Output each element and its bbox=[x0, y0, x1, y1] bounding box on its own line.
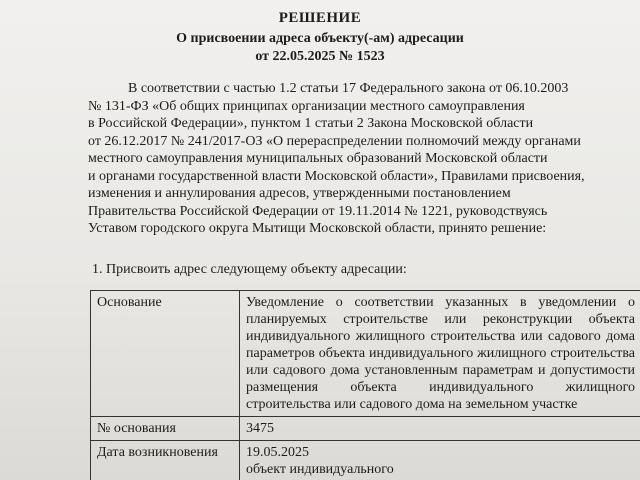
item-heading: 1. Присвоить адрес следующему объекту адресации: bbox=[92, 262, 407, 277]
paragraph-line: № 131-ФЗ «Об общих принципах организации местного самоуправления bbox=[88, 98, 525, 114]
table-row bbox=[91, 291, 640, 417]
paragraph-line: Уставом городского округа Мытищи Московской области, принято решение: bbox=[88, 221, 547, 236]
paragraph-line: от 26.12.2017 № 241/2017-ОЗ «О перераспределении полномочий между органами bbox=[88, 133, 581, 149]
address-object-table bbox=[90, 290, 640, 480]
preamble-paragraph bbox=[88, 80, 608, 238]
paragraph-line: В соответствии с частью 1.2 статьи 17 Федерального закона от 06.10.2003 bbox=[128, 81, 569, 96]
paragraph-line: изменения и аннулирования адресов, утвержденными постановлением bbox=[88, 186, 511, 201]
paragraph-line: Правительства Российской Федерации от 19.11.2014 № 1221, руководствуясь bbox=[88, 203, 548, 219]
table-row bbox=[91, 441, 640, 480]
table-cell-value: Уведомление о соответствии указанных в уведомлении о планируемых строительстве или реконструкции объекта индивидуального жилищного строительства или садового дома параметров объекта индивидуального жилищного строительства или садового дома установленным параметрам и допустимости размещения объекта индивидуального жилищного строительства или садового дома на земельном участке bbox=[240, 291, 640, 417]
cut-off-text: объект индивидуального bbox=[246, 462, 394, 477]
table-cell-label: Дата возникновения bbox=[91, 441, 240, 480]
document-subtitle: О присвоении адреса объекту(-ам) адресации bbox=[176, 31, 464, 46]
document-date-number: от 22.05.2025 № 1523 bbox=[255, 49, 385, 64]
paragraph-line: и органами государственной власти Московской области», Правилами присвоения, bbox=[88, 168, 585, 184]
paragraph-line: местного самоуправления муниципальных образований Московской области bbox=[88, 151, 548, 166]
table-cell-value bbox=[240, 441, 640, 480]
table-cell-label: № основания bbox=[91, 417, 240, 441]
table-cell-label: Основание bbox=[91, 291, 240, 417]
table-cell-date: 19.05.2025 bbox=[246, 445, 309, 460]
document-title: РЕШЕНИЕ bbox=[278, 10, 362, 26]
table-cell-value: 3475 bbox=[240, 417, 640, 441]
paragraph-line: в Российской Федерации», пунктом 1 статьи 2 Закона Московской области bbox=[88, 116, 534, 131]
table-row bbox=[91, 417, 640, 441]
